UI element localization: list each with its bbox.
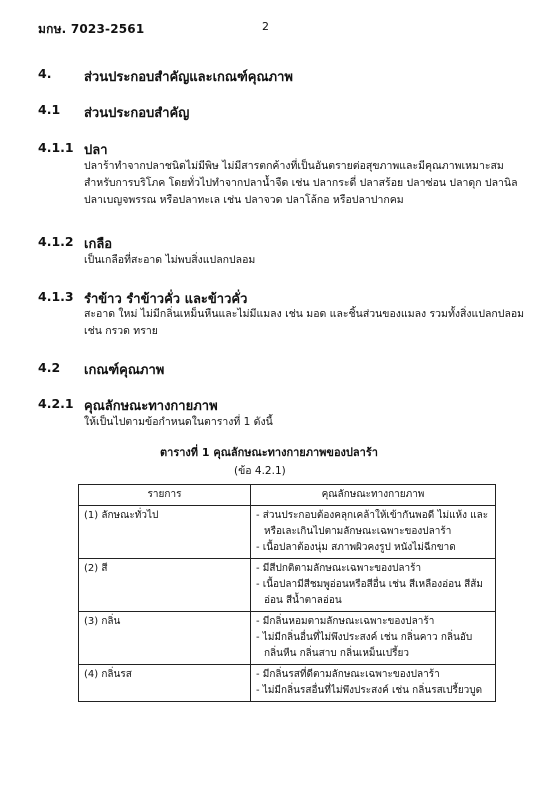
requirement-line: - เนื้อปลามีสีชมพูอ่อนหรือสีอื่น เช่น สีเหลืองอ่อน สีส้มอ่อน สีน้ำตาลอ่อน [256,579,483,606]
section-4-1-2-text [84,252,524,269]
section-4-1-title: ส่วนประกอบสำคัญ [84,106,190,121]
table-row [79,665,496,702]
page-number: 2 [262,20,269,33]
requirement-line: - เนื้อปลาต้องนุ่ม สภาพผิวคงรูป หนังไม่ฉีกขาด [256,542,456,553]
section-4-2-title: เกณฑ์คุณภาพ [84,363,165,378]
section-4-1-1-title: ปลา [84,143,108,158]
row-requirements [251,559,496,612]
requirement-line: - มีกลิ่นรสที่ดีตามลักษณะเฉพาะของปลาร้า [256,669,440,680]
section-4-2-1-text [84,414,524,431]
row-requirements [251,612,496,665]
table-row [79,559,496,612]
section-4-1-2-title: เกลือ [84,237,113,252]
requirement-line: - ไม่มีกลิ่นอื่นที่ไม่พึงประสงค์ เช่น กลิ่นคาว กลิ่นอับ กลิ่นหืน กลิ่นสาบ กลิ่นเหม็นเปรี้ยว [256,632,473,659]
section-4-2-1-number: 4.2.1 [38,396,74,411]
row-requirements [251,506,496,559]
table-subcaption: (ข้อ 4.2.1) [234,465,286,477]
paragraph-line: ให้เป็นไปตามข้อกำหนดในตารางที่ 1 ดังนี้ [84,416,273,428]
section-4-1-3-title: รำข้าว รำข้าวคั่ว และข้าวคั่ว [84,292,248,307]
section-4-1-3-text [84,306,529,340]
section-4-2-number: 4.2 [38,360,61,375]
paragraph-line: ปลาเบญจพรรณ หรือปลาทะเล เช่น ปลาจวด ปลาโล้กอ หรือปลาปากคม [84,194,404,206]
section-4-2-1-title: คุณลักษณะทางกายภาพ [84,399,218,414]
section-4-title: ส่วนประกอบสำคัญและเกณฑ์คุณภาพ [84,70,293,85]
table-header-row [79,485,496,506]
table-row [79,612,496,665]
paragraph-line: เช่น กรวด ทราย [84,325,158,337]
row-item: (2) สี [79,559,251,612]
paragraph-line: เป็นเกลือที่สะอาด ไม่พบสิ่งแปลกปลอม [84,254,256,266]
requirement-line: - มีสีปกติตามลักษณะเฉพาะของปลาร้า [256,563,422,574]
requirement-line: - มีกลิ่นหอมตามลักษณะเฉพาะของปลาร้า [256,616,435,627]
row-item: (3) กลิ่น [79,612,251,665]
row-item: (1) ลักษณะทั่วไป [79,506,251,559]
table-row [79,506,496,559]
section-4-1-2-number: 4.1.2 [38,234,74,249]
document-code: มกษ. 7023-2561 [38,22,145,36]
section-4-1-1-number: 4.1.1 [38,140,74,155]
section-4-1-number: 4.1 [38,102,61,117]
paragraph-line: ปลาร้าทำจากปลาชนิดไม่มีพิษ ไม่มีสารตกค้างที่เป็นอันตรายต่อสุขภาพและมีคุณภาพเหมาะสม [84,160,504,172]
table-caption: ตารางที่ 1 คุณลักษณะทางกายภาพของปลาร้า [160,446,378,459]
section-4-1-1-text [84,158,524,209]
paragraph-line: สะอาด ใหม่ ไม่มีกลิ่นเหม็นหืนและไม่มีแมลง เช่น มอด และชิ้นส่วนของแมลง รวมทั้งสิ่งแปลกปลอม [84,308,525,320]
row-requirements [251,665,496,702]
column-header-item: รายการ [79,485,251,506]
physical-characteristics-table [78,484,496,702]
section-4-number: 4. [38,66,52,81]
column-header-characteristics: คุณลักษณะทางกายภาพ [251,485,496,506]
row-item: (4) กลิ่นรส [79,665,251,702]
requirement-line: - ไม่มีกลิ่นรสอื่นที่ไม่พึงประสงค์ เช่น กลิ่นรสเปรี้ยวบูด [256,685,483,696]
requirement-line: - ส่วนประกอบต้องคลุกเคล้าให้เข้ากันพอดี ไม่แห้ง และหรือเละเกินไปตามลักษณะเฉพาะของปลาร้า [256,510,489,537]
paragraph-line: สำหรับการบริโภค โดยทั่วไปทำจากปลาน้ำจืด เช่น ปลากระดี่ ปลาสร้อย ปลาซ่อน ปลาดุก ปลานิล [84,177,518,189]
section-4-1-3-number: 4.1.3 [38,289,74,304]
